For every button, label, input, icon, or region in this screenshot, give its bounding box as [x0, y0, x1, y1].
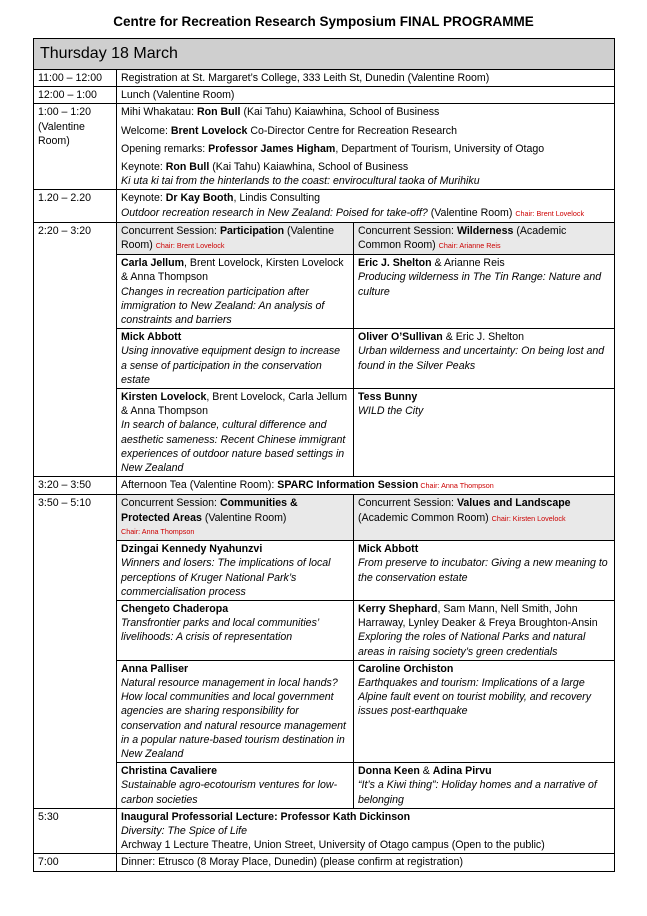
time-cell: 7:00	[34, 854, 117, 871]
time-cell: 12:00 – 1:00	[34, 87, 117, 104]
event-cell: Lunch (Valentine Room)	[117, 87, 615, 104]
table-row	[34, 389, 615, 477]
table-row	[34, 854, 615, 871]
table-row	[34, 190, 615, 222]
presentation-cell: Oliver O’Sullivan & Eric J. Shelton Urban wilderness and uncertainty: On being lost and found in the Silver Peaks	[354, 329, 615, 389]
session-header: Concurrent Session: Wilderness (Academic Common Room) Chair: Arianne Reis	[354, 222, 615, 254]
chair-note: Chair: Anna Thompson	[121, 526, 195, 536]
table-row	[34, 660, 615, 762]
chair-note: Chair: Arianne Reis	[438, 241, 501, 251]
table-row	[34, 104, 615, 190]
presentation-cell: Mick Abbott Using innovative equipment design to increase a sense of participation in the conservation estate	[117, 329, 354, 389]
session-header: Concurrent Session: Values and Landscape (Academic Common Room) Chair: Kirsten Lovelock	[354, 495, 615, 541]
presentation-cell: Christina Cavaliere Sustainable agro-ecotourism ventures for low-carbon societies	[117, 763, 354, 809]
time-cell: 1:00 – 1:20 (Valentine Room)	[34, 104, 117, 190]
presentation-cell: Caroline Orchiston Earthquakes and tourism: Implications of a large Alpine fault event on tourist mobility, and recovery issues post-earthquake	[354, 660, 615, 762]
event-cell	[117, 104, 615, 190]
lecture-subtitle: Diversity: The Spice of Life	[121, 824, 247, 837]
keynote-title: Ki uta ki tai from the hinterlands to the coast: envirocultural taoka of Murihiku	[121, 175, 480, 188]
table-row	[34, 87, 615, 104]
table-row	[34, 255, 615, 329]
event-cell: Afternoon Tea (Valentine Room): SPARC Information Session Chair: Anna Thompson	[117, 477, 615, 495]
time-cell: 3:20 – 3:50	[34, 477, 117, 495]
presentation-cell: Tess Bunny WILD the City	[354, 389, 615, 477]
event-cell	[117, 190, 615, 222]
table-row	[34, 329, 615, 389]
table-row	[34, 763, 615, 809]
table-row	[34, 541, 615, 601]
table-row	[34, 70, 615, 87]
time-cell: 5:30	[34, 808, 117, 854]
presentation-cell: Eric J. Shelton & Arianne Reis Producing wilderness in The Tin Range: Nature and culture	[354, 255, 615, 329]
event-cell	[117, 808, 615, 854]
chair-note: Chair: Kirsten Lovelock	[491, 513, 566, 523]
programme-title: Centre for Recreation Research Symposium FINAL PROGRAMME	[113, 14, 534, 29]
day-header-row	[34, 39, 615, 70]
presentation-cell: Kirsten Lovelock, Brent Lovelock, Carla Jellum & Anna Thompson In search of balance, cultural difference and aesthetic sameness: Recent Chinese immigrant experiences of outdoor nature based settings in New Zealand	[117, 389, 354, 477]
keynote-title: Outdoor recreation research in New Zealand: Poised for take-off? (Valentine Room) Chair: Brent Lovelock	[121, 206, 585, 219]
event-cell: Dinner: Etrusco (8 Moray Place, Dunedin) (please confirm at registration)	[117, 854, 615, 871]
table-row	[34, 477, 615, 495]
lecture-title: Inaugural Professorial Lecture: Professor Kath Dickinson	[121, 810, 411, 823]
chair-note: Chair: Brent Lovelock	[155, 241, 225, 251]
chair-note: Chair: Anna Thompson	[418, 481, 494, 491]
event-cell: Registration at St. Margaret’s College, 333 Leith St, Dunedin (Valentine Room)	[117, 70, 615, 87]
welcome-line: Welcome: Brent Lovelock Co-Director Centre for Recreation Research	[121, 124, 457, 137]
presentation-cell: Dzingai Kennedy Nyahunzvi Winners and losers: The implications of local perceptions of Kruger National Park’s commercialisation process	[117, 541, 354, 601]
lecture-venue: Archway 1 Lecture Theatre, Union Street, University of Otago campus (Open to the public)	[121, 839, 545, 852]
session-header: Concurrent Session: Communities & Protected Areas (Valentine Room) Chair: Anna Thompson	[117, 495, 354, 541]
presentation-cell: Anna Palliser Natural resource management in local hands? How local communities and local government agencies are sharing responsibility for conservation and natural resource management in a popular nature-based tourism destination in New Zealand	[117, 660, 354, 762]
table-row	[34, 808, 615, 854]
keynote-line: Keynote: Ron Bull (Kai Tahu) Kaiawhina, School of Business	[121, 161, 409, 174]
mihi-line: Mihi Whakatau: Ron Bull (Kai Tahu) Kaiawhina, School of Business	[121, 106, 440, 119]
time-cell: 2:20 – 3:20	[34, 222, 117, 476]
presentation-cell: Donna Keen & Adina Pirvu “It’s a Kiwi thing”: Holiday homes and a narrative of belonging	[354, 763, 615, 809]
time-cell: 11:00 – 12:00	[34, 70, 117, 87]
table-row	[34, 222, 615, 254]
presentation-cell: Chengeto Chaderopa Transfrontier parks and local communities’ livelihoods: A crisis of representation	[117, 600, 354, 660]
opening-remarks-line: Opening remarks: Professor James Higham, Department of Tourism, University of Otago	[121, 142, 545, 155]
keynote-line: Keynote: Dr Kay Booth, Lindis Consulting	[121, 192, 321, 205]
table-row	[34, 495, 615, 541]
time-cell: 1.20 – 2.20	[34, 190, 117, 222]
session-header: Concurrent Session: Participation (Valentine Room) Chair: Brent Lovelock	[117, 222, 354, 254]
table-row	[34, 600, 615, 660]
day-heading: Thursday 18 March	[34, 39, 615, 70]
presentation-cell: Mick Abbott From preserve to incubator: Giving a new meaning to the conservation estate	[354, 541, 615, 601]
programme-table	[33, 38, 615, 872]
chair-note: Chair: Brent Lovelock	[515, 208, 585, 218]
presentation-cell: Kerry Shephard, Sam Mann, Nell Smith, John Harraway, Lynley Deaker & Freya Broughton-Ansin Exploring the roles of National Parks and natural areas in raising society’s green credentials	[354, 600, 615, 660]
presentation-cell: Carla Jellum, Brent Lovelock, Kirsten Lovelock & Anna Thompson Changes in recreation participation after immigration to New Zealand: An analysis of constraints and barriers	[117, 255, 354, 329]
time-cell: 3:50 – 5:10	[34, 495, 117, 808]
